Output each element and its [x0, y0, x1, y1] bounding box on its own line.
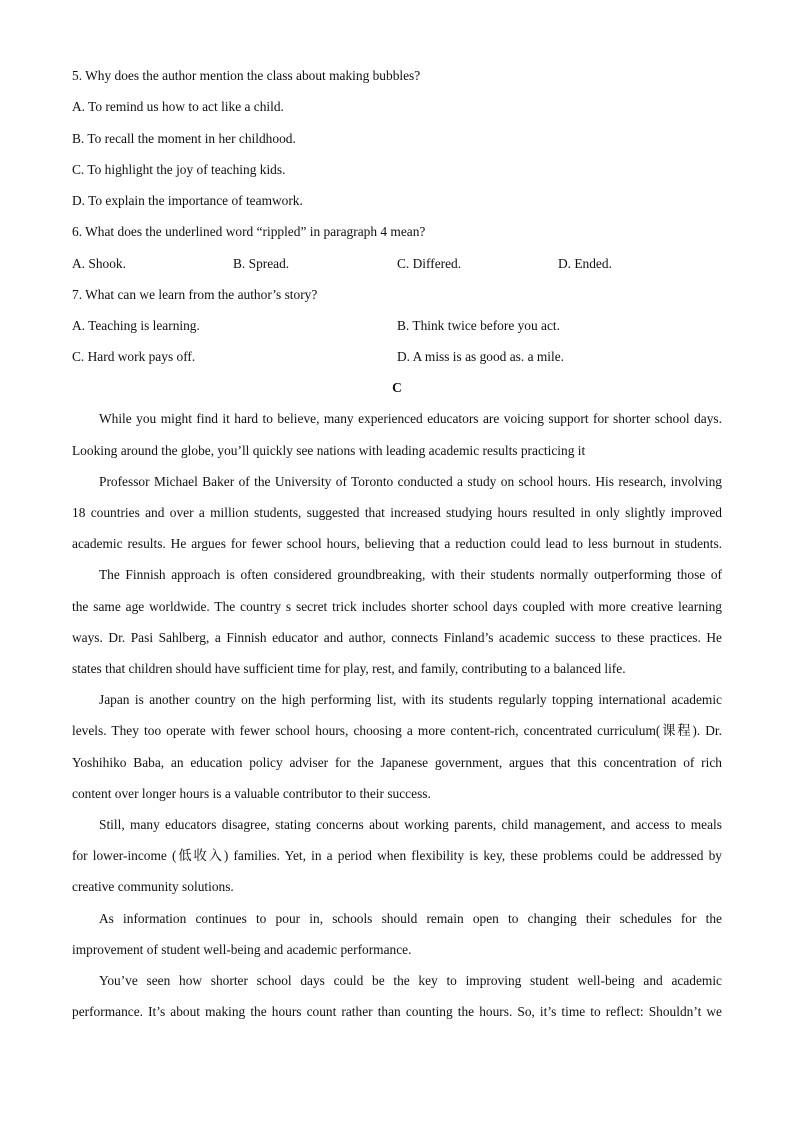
- paragraph-3-line-1: The Finnish approach is often considered groundbreaking, with their students normally outperforming those of: [99, 567, 722, 582]
- question-6-option-b: B. Spread.: [233, 256, 290, 271]
- question-5-option-b: B. To recall the moment in her childhood.: [72, 131, 296, 146]
- paragraph-7-line-2: performance. It’s about making the hours count rather than counting the hours. So, it’s time to reflect: Shouldn’t we: [72, 1004, 722, 1019]
- paragraph-3-line-3: ways. Dr. Pasi Sahlberg, a Finnish educator and author, connects Finland’s academic success to these practices. He: [72, 630, 722, 645]
- paragraph-5-line-2: for lower-income (低收入) families. Yet, in a period when flexibility is key, these problems could be addressed by: [72, 848, 722, 863]
- section-title: C: [392, 380, 402, 395]
- paragraph-4-line-3: Yoshihiko Baba, an education policy adviser for the Japanese government, argues that this concentration of rich: [72, 755, 722, 770]
- question-7-stem: 7. What can we learn from the author’s story?: [72, 287, 318, 302]
- paragraph-3-line-4: states that children should have sufficient time for play, rest, and family, contributing to a balanced life.: [72, 661, 626, 676]
- question-6-option-c: C. Differed.: [397, 256, 462, 271]
- paragraph-5-line-1: Still, many educators disagree, stating concerns about working parents, child management, and access to meals: [99, 817, 722, 832]
- question-5-option-c: C. To highlight the joy of teaching kids.: [72, 162, 286, 177]
- paragraph-3-line-2: the same age worldwide. The country s secret trick includes shorter school days coupled with more creative learning: [72, 599, 722, 614]
- question-5-stem: 5. Why does the author mention the class about making bubbles?: [72, 68, 421, 83]
- question-7-option-c: C. Hard work pays off.: [72, 349, 196, 364]
- paragraph-2-line-1: Professor Michael Baker of the University of Toronto conducted a study on school hours. His research, involving: [99, 474, 722, 489]
- question-5-option-d: D. To explain the importance of teamwork.: [72, 193, 303, 208]
- question-6-option-d: D. Ended.: [558, 256, 612, 271]
- paragraph-2-line-2: 18 countries and over a million students, suggested that increased studying hours resulted in only slightly improved: [72, 505, 722, 520]
- paragraph-4-line-1: Japan is another country on the high performing list, with its students regularly topping international academic: [99, 692, 722, 707]
- paragraph-6-line-2: improvement of student well-being and academic performance.: [72, 942, 412, 957]
- paragraph-7-line-1: You’ve seen how shorter school days could be the key to improving student well-being and academic: [99, 973, 722, 988]
- question-7-option-a: A. Teaching is learning.: [72, 318, 200, 333]
- paragraph-4-line-4: content over longer hours is a valuable contributor to their success.: [72, 786, 431, 801]
- paragraph-4-line-2: levels. They too operate with fewer school hours, choosing a more content-rich, concentrated curriculum(课程). Dr.: [72, 723, 722, 738]
- paragraph-1-line-1: While you might find it hard to believe, many experienced educators are voicing support for shorter school days.: [99, 411, 722, 426]
- question-7-option-b: B. Think twice before you act.: [397, 318, 560, 333]
- question-5-option-a: A. To remind us how to act like a child.: [72, 99, 284, 114]
- question-6-option-a: A. Shook.: [72, 256, 126, 271]
- question-7-option-d: D. A miss is as good as. a mile.: [397, 349, 565, 364]
- question-6-stem: 6. What does the underlined word “rippled” in paragraph 4 mean?: [72, 224, 426, 239]
- paragraph-5-line-3: creative community solutions.: [72, 879, 234, 894]
- paragraph-6-line-1: As information continues to pour in, schools should remain open to changing their schedules for the: [99, 911, 722, 926]
- paragraph-2-line-3: academic results. He argues for fewer school hours, believing that a reduction could lead to less burnout in students.: [72, 536, 722, 551]
- paragraph-1-line-2: Looking around the globe, you’ll quickly see nations with leading academic results practicing it: [72, 443, 586, 458]
